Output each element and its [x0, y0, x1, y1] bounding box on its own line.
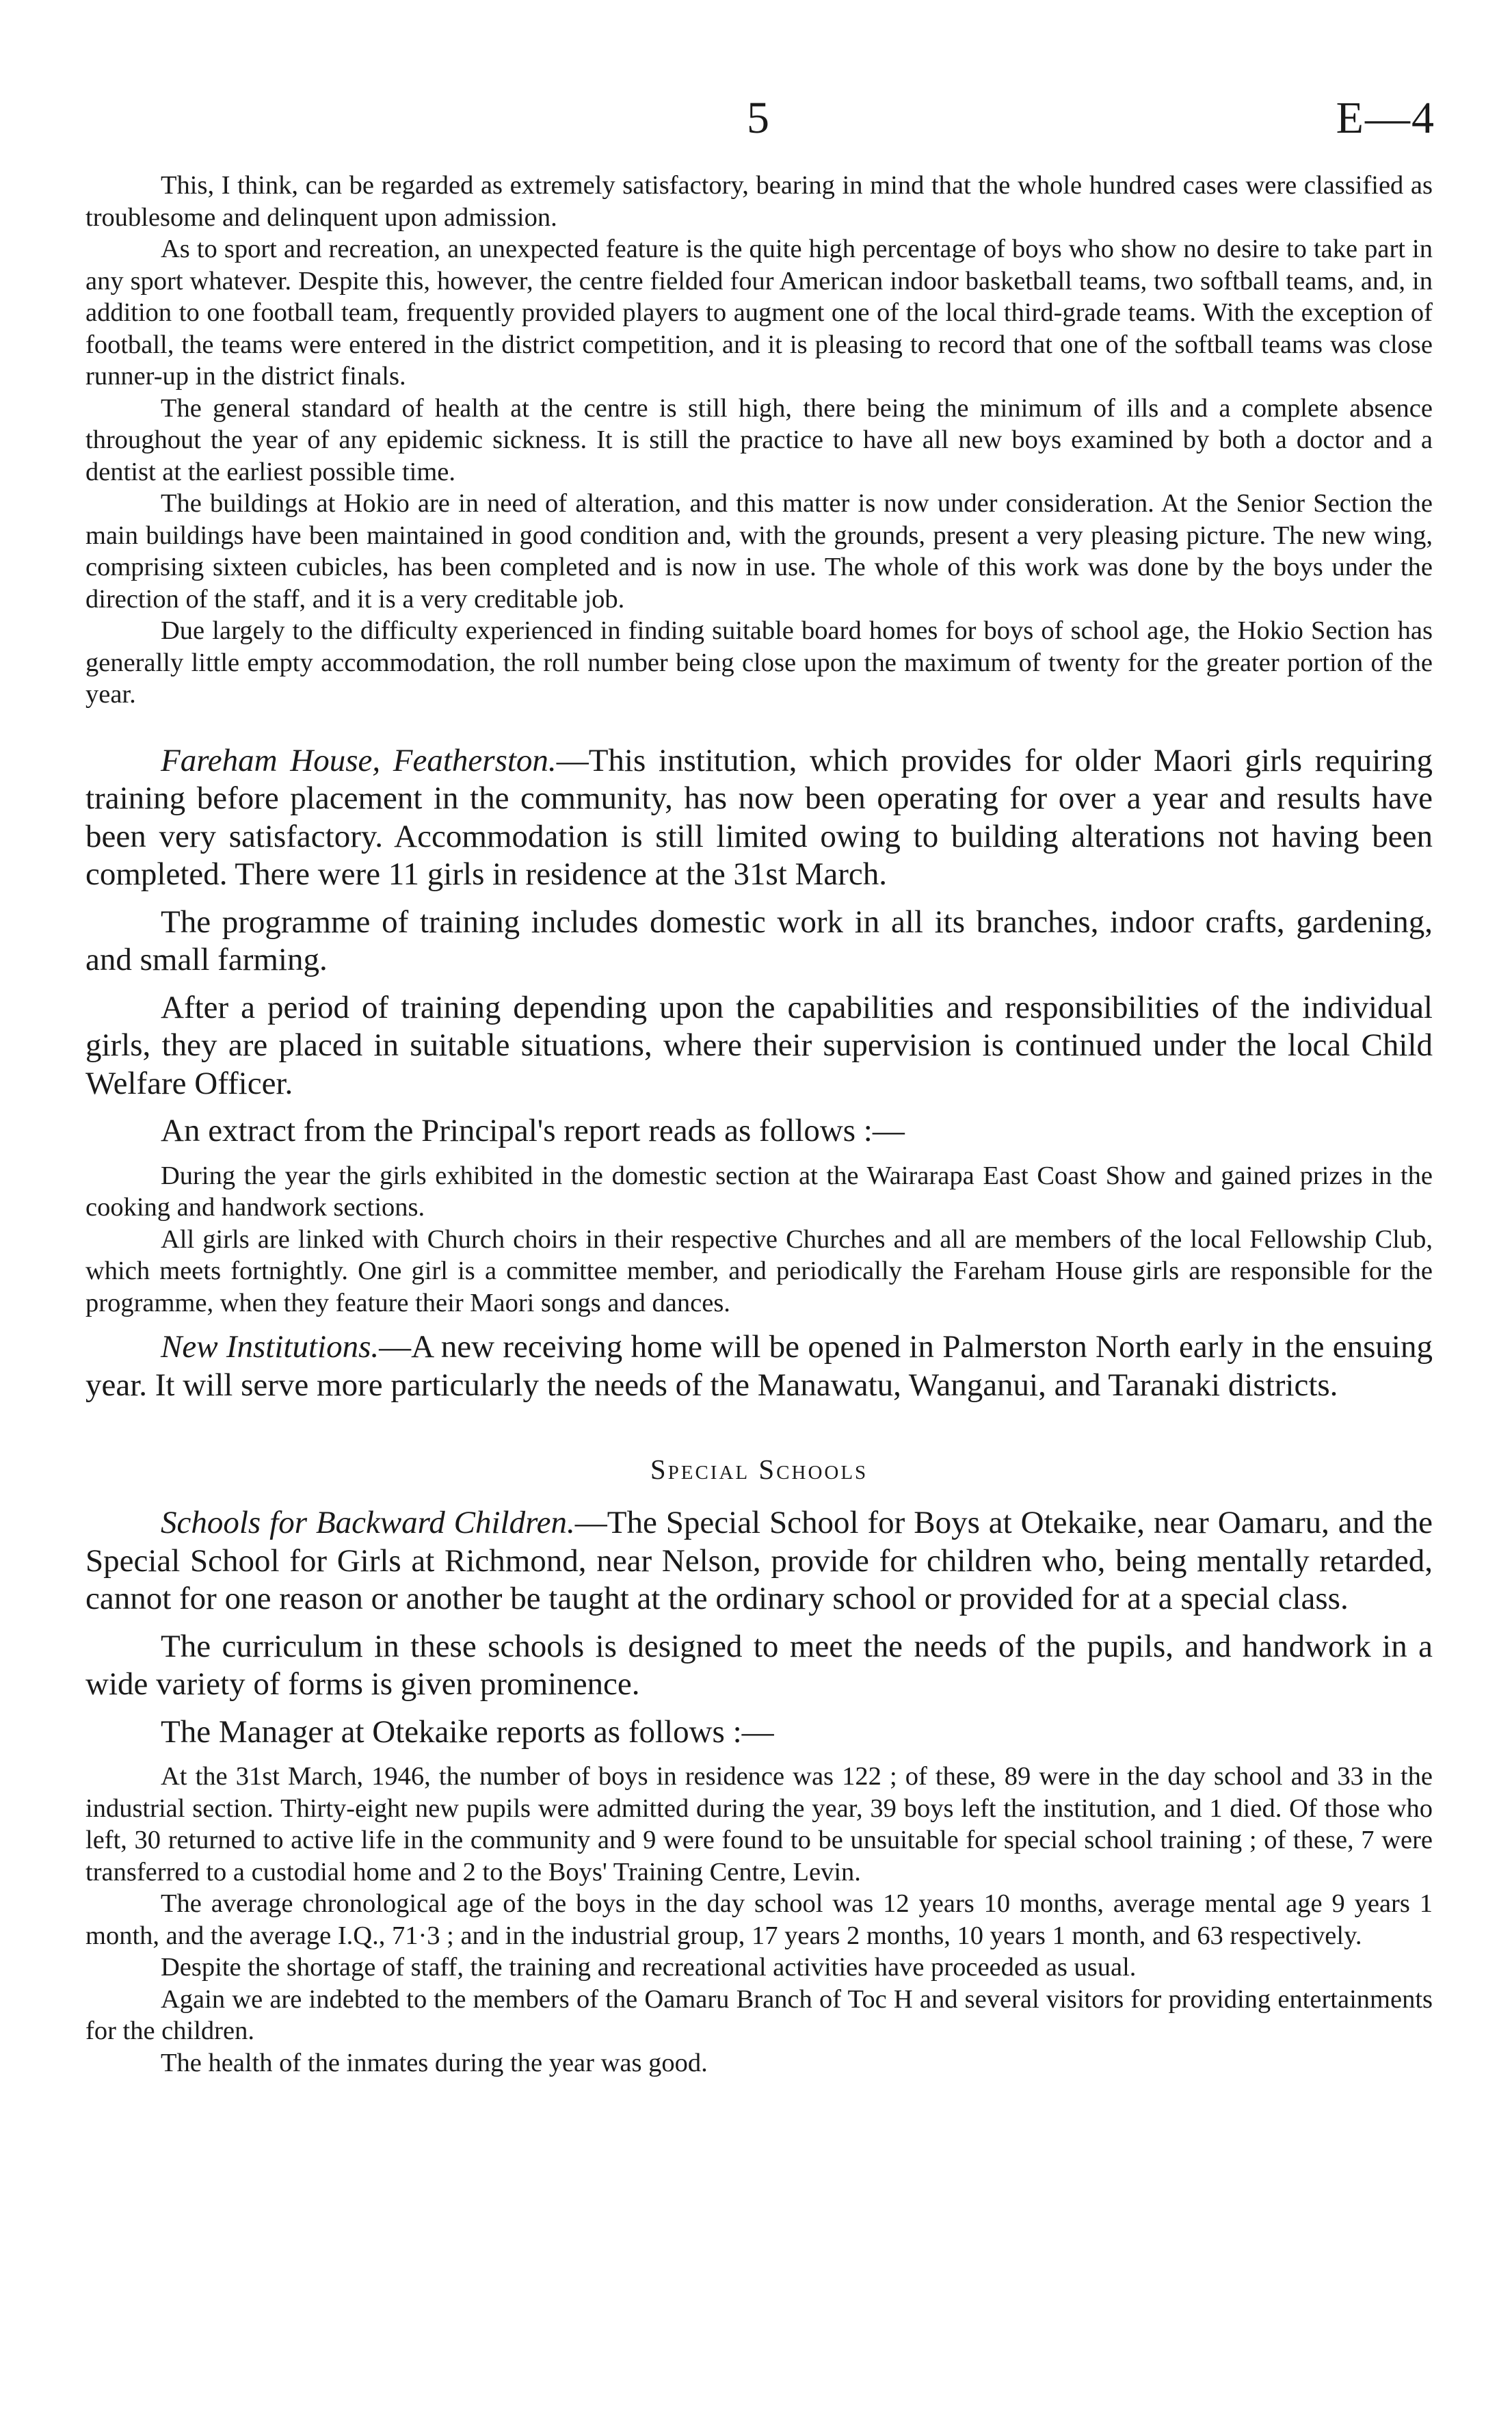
run-in-heading-new-institutions: New Institutions.: [161, 1329, 380, 1365]
paragraph: The curriculum in these schools is designed to meet the needs of the pupils, and handwork in a wide variety of forms is given prominence.: [85, 1628, 1433, 1702]
page-header: [0, 88, 1512, 149]
paragraph: The programme of training includes domestic work in all its branches, indoor crafts, gardening, and small farming.: [85, 904, 1433, 977]
paragraph: The average chronological age of the boys in the day school was 12 years 10 months, average mental age 9 years 1 month, and the average I.Q., 71·3 ; and in the industrial group, 17 years 2 months, 10 years 1 month, and 63 respectively.: [85, 1889, 1433, 1950]
document-code: E—4: [1336, 93, 1435, 143]
paragraph-fareham-house: [85, 742, 1433, 894]
paragraph: The Manager at Otekaike reports as follows :—: [161, 1713, 774, 1750]
paragraph: The general standard of health at the centre is still high, there being the minimum of ills and a complete absence throughout the year of any epidemic sickness. It is still the practice to have all new boys examined by both a doctor and a dentist at the earliest possible time.: [85, 393, 1433, 486]
paragraph: After a period of training depending upon the capabilities and responsibilities of the individual girls, they are placed in suitable situations, where their supervision is continued under the local Child Welfare Officer.: [85, 989, 1433, 1101]
paragraph: Despite the shortage of staff, the training and recreational activities have proceeded as usual.: [161, 1953, 1137, 1982]
paragraph: The health of the inmates during the year was good.: [161, 2048, 708, 2077]
page-number: 5: [747, 93, 769, 143]
paragraph-schools: [85, 1504, 1433, 1618]
paragraph: This, I think, can be regarded as extremely satisfactory, bearing in mind that the whole hundred cases were classified as troublesome and delinquent upon admission.: [85, 171, 1433, 232]
paragraph-text: —A new receiving home will be opened in Palmerston North early in the ensuing year. It will serve more particularly the needs of the Manawatu, Wanganui, and Taranaki districts.: [85, 1329, 1433, 1403]
paragraph: During the year the girls exhibited in the domestic section at the Wairarapa East Coast Show and gained prizes in the cooking and handwork sections.: [85, 1161, 1433, 1222]
run-in-heading-fareham: Fareham House, Featherston.: [161, 742, 557, 778]
paragraph: All girls are linked with Church choirs in their respective Churches and all are members of the local Fellowship Club, which meets fortnightly. One girl is a committee member, and periodically the Fareham House girls are responsible for the programme, when they feature their Maori songs and dances.: [85, 1224, 1433, 1317]
run-in-heading-schools: Schools for Backward Children.: [161, 1505, 575, 1540]
paragraph: Again we are indebted to the members of the Oamaru Branch of Toc H and several visitors for providing entertainments for the children.: [85, 1984, 1433, 2045]
paragraph: Due largely to the difficulty experienced in finding suitable board homes for boys of school age, the Hokio Section has generally little empty accommodation, the roll number being close upon the maximum of twenty for the greater portion of the year.: [85, 616, 1433, 709]
paragraph-text: —The Special School for Boys at Otekaike, near Oamaru, and the Special School for Girls at Richmond, near Nelson, provide for children who, being mentally retarded, cannot for one reason or another be taught at the ordinary school or provided for at a special class.: [85, 1505, 1433, 1616]
paragraph: The buildings at Hokio are in need of alteration, and this matter is now under consideration. At the Senior Section the main buildings have been maintained in good condition and, with the grounds, present a very pleasing picture. The new wing, comprising sixteen cubicles, has been completed and is now in use. The whole of this work was done by the boys under the direction of the staff, and it is a very creditable job.: [85, 489, 1433, 614]
paragraph-text: —This institution, which provides for older Maori girls requiring training before placement in the community, has now been operating for over a year and results have been very satisfactory. Accommodation is still limited owing to building alterations not having been completed. There were 11 girls in residence at the 31st March.: [85, 742, 1433, 892]
section-heading: Special Schools: [650, 1454, 868, 1485]
paragraph: An extract from the Principal's report reads as follows :—: [161, 1113, 905, 1148]
body-text: [85, 170, 1433, 2079]
paragraph: At the 31st March, 1946, the number of boys in residence was 122 ; of these, 89 were in the day school and 33 in the industrial section. Thirty-eight new pupils were admitted during the year, 39 boys left the institution, and 1 died. Of those who left, 30 returned to active life in the community and 9 were found to be unsuitable for special school training ; of these, 7 were transferred to a custodial home and 2 to the Boys' Training Centre, Levin.: [85, 1762, 1433, 1887]
paragraph: As to sport and recreation, an unexpected feature is the quite high percentage of boys who show no desire to take part in any sport whatever. Despite this, however, the centre fielded four American indoor basketball teams, two softball teams, and, in addition to one football team, frequently provided players to augment one of the local third-grade teams. With the exception of football, the teams were entered in the district competition, and it is pleasing to record that one of the softball teams was close runner-up in the district finals.: [85, 235, 1433, 391]
paragraph-new-institutions: [85, 1328, 1433, 1404]
